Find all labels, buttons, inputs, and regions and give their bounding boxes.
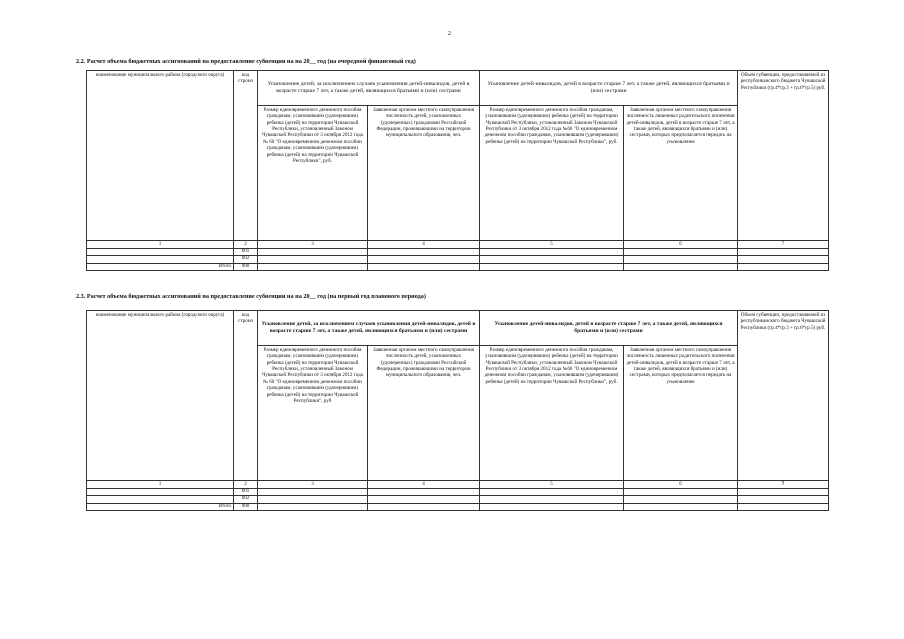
header-row-code: код строки bbox=[234, 311, 258, 481]
total-row bbox=[87, 263, 829, 270]
header-subvention-volume: Объем субвенции, предоставляемой из республиканского бюджета Чувашской Республики (гр.4*гр.3 + гр.6*гр.5) руб. bbox=[738, 311, 829, 481]
total-row bbox=[87, 503, 829, 510]
col-number: 7 bbox=[738, 241, 829, 249]
col-number: 6 bbox=[624, 481, 738, 489]
header-allowance-size-disabled: Размер единовременного денежного пособия гражданам, усыновившим (удочерившим) ребенка (детей) на территории Чувашской Республики, установленный Законом Чувашской Республики от 3 октября 2012 года №60 "О единовременном денежном пособии гражданам, усыновившим (удочерившим) ребенка (детей) на территории Чувашской Республики", руб. bbox=[480, 106, 624, 241]
col-number: 2 bbox=[234, 241, 258, 249]
header-subvention-volume: Объем субвенции, предоставляемой из республиканского бюджета Чувашской Республики (гр.4*гр.3 + гр.6*гр.5) руб. bbox=[738, 71, 829, 241]
total-code: 900 bbox=[234, 263, 258, 270]
row-code: 002 bbox=[234, 256, 258, 263]
row-code: 002 bbox=[234, 496, 258, 503]
col-number: 5 bbox=[480, 481, 624, 489]
header-children-count-disabled: Заявленная органом местного самоуправления численность лишенных родительского попечения детей-инвалидов, детей в возрасте старше 7 лет, а также детей, являющихся братьями и (или) сестрами, которых предполагается передать на усыновление bbox=[624, 346, 738, 481]
total-label: Итого bbox=[87, 503, 234, 510]
header-row-code: код строки bbox=[234, 71, 258, 241]
col-number: 4 bbox=[368, 241, 480, 249]
header-allowance-size-disabled: Размер единовременного денежного пособия гражданам, усыновившим (удочерившим) ребенка (детей) на территории Чувашской Республики, установленный Законом Чувашской Республики от 3 октября 2012 года №60 "О единовременном денежном пособии гражданам, усыновившим (удочерившим) ребенка (детей) на территории Чувашской Республики", руб. bbox=[480, 346, 624, 481]
total-code: 900 bbox=[234, 503, 258, 510]
total-label: Итого bbox=[87, 263, 234, 270]
col-number: 6 bbox=[624, 241, 738, 249]
table-row bbox=[87, 489, 829, 496]
subvention-table-2-2 bbox=[86, 70, 829, 271]
header-municipality: наименование муниципального района (городского округа) bbox=[87, 71, 234, 241]
header-group-disabled-adoption: Усыновление детей-инвалидов, детей в возрасте старше 7 лет, а также детей, являющихся братьями и (или) сестрами bbox=[480, 311, 738, 346]
table-row bbox=[87, 249, 829, 256]
header-allowance-size: Размер единовременного денежного пособия гражданам, усыновившим (удочерившим) ребенка (детей) на территории Чувашской Республики, установленный Законом Чувашской Республики от 3 октября 2012 года № 60 "О единовременном денежном пособии гражданам, усыновившим (удочерившим) ребенка (детей) на территории Чувашской Республики", руб bbox=[258, 346, 368, 481]
section-title-2-2: 2.2. Расчет объема бюджетных ассигнований на предоставление субвенции на на 20__ год (на очередной финансовый год) bbox=[76, 58, 416, 65]
header-municipality: наименование муниципального района (городского округа) bbox=[87, 311, 234, 481]
row-code: 001 bbox=[234, 489, 258, 496]
col-number: 3 bbox=[258, 481, 368, 489]
col-number: 7 bbox=[738, 481, 829, 489]
col-number: 3 bbox=[258, 241, 368, 249]
header-children-count-disabled: Заявленная органом местного самоуправления численность лишенных родительского попечения детей-инвалидов, детей в возрасте старше 7 лет, а также детей, являющихся братьями и (или) сестрами, которых предполагается передать на усыновление bbox=[624, 106, 738, 241]
header-group-adoption: Усыновление детей, за исключением случаев усыновления детей-инвалидов, детей в возрасте старше 7 лет, а также детей, являющихся братьями и (или) сестрами bbox=[258, 71, 480, 106]
table-row bbox=[87, 256, 829, 263]
section-title-2-3: 2.3. Расчет объема бюджетных ассигнований на предоставление субвенции на на 20__ год (на первый год планового периода) bbox=[76, 293, 426, 300]
header-children-count: Заявленная органом местного самоуправления численность детей, усыновленных (удочеренных) гражданами Российской Федерации, проживающими на территории муниципального образования, чел. bbox=[368, 106, 480, 241]
col-number: 4 bbox=[368, 481, 480, 489]
col-number: 1 bbox=[87, 241, 234, 249]
page-number: 2 bbox=[448, 31, 451, 37]
col-number: 5 bbox=[480, 241, 624, 249]
header-children-count: Заявленная органом местного самоуправления численность детей, усыновленных (удочеренных) гражданами Российской Федерации, проживающими на территории муниципального образования, чел. bbox=[368, 346, 480, 481]
table-row bbox=[87, 496, 829, 503]
col-number: 1 bbox=[87, 481, 234, 489]
subvention-table-2-3 bbox=[86, 310, 829, 511]
header-group-disabled-adoption: Усыновление детей-инвалидов, детей в возрасте старше 7 лет, а также детей, являющихся братьями и (или) сестрами bbox=[480, 71, 738, 106]
col-number: 2 bbox=[234, 481, 258, 489]
row-code: 001 bbox=[234, 249, 258, 256]
header-allowance-size: Размер единовременного денежного пособия гражданам, усыновившим (удочерившим) ребенка (детей) на территории Чувашской Республики, установленный Законом Чувашской Республики от 3 октября 2012 года № 60 "О единовременном денежном пособии гражданам, усыновившим (удочерившим) ребенка (детей) на территории Чувашской Республики", руб. bbox=[258, 106, 368, 241]
header-group-adoption: Усыновление детей, за исключением случаев усыновления детей-инвалидов, детей в возрасте старше 7 лет, а также детей, являющихся братьями и (или) сестрами bbox=[258, 311, 480, 346]
